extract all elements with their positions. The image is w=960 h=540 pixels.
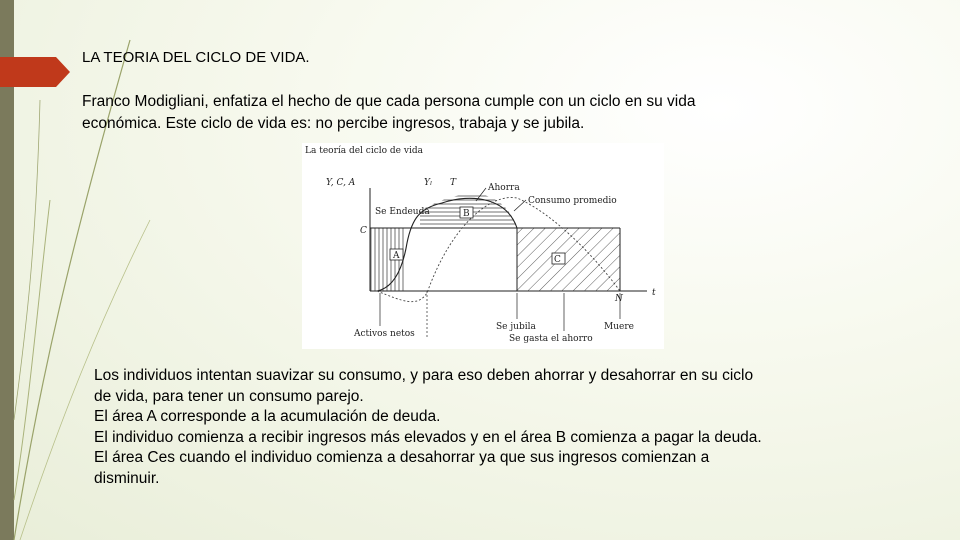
label-yl: Yₗ — [424, 178, 433, 188]
label-se-gasta-ahorro: Se gasta el ahorro — [509, 334, 593, 344]
area-b-label: B — [463, 209, 470, 219]
area-c-label: C — [554, 255, 561, 265]
body-line: Los individuos intentan suavizar su consumo, y para eso deben ahorrar y desahorrar en su ciclo — [94, 367, 754, 384]
area-c-shading — [517, 228, 620, 291]
title-arrow-icon — [0, 57, 70, 87]
diagram-caption: La teoría del ciclo de vida — [305, 146, 423, 156]
body-line: El área A corresponde a la acumulación de deuda. — [94, 408, 441, 425]
area-a-label: A — [393, 251, 400, 261]
body-line: de vida, para tener un consumo parejo. — [94, 387, 364, 405]
intro-line: Franco Modigliani, enfatiza el hecho de que cada persona cumple con un ciclo en su vida — [82, 93, 696, 110]
label-muere: Muere — [604, 322, 634, 332]
x-axis-label: t — [652, 288, 656, 298]
body-paragraph — [94, 366, 894, 489]
label-t: T — [450, 178, 457, 188]
label-c: C — [360, 226, 367, 236]
label-consumo-promedio: Consumo promedio — [528, 196, 617, 206]
label-ahorra: Ahorra — [488, 183, 520, 193]
label-n: N — [615, 294, 623, 304]
intro-paragraph — [82, 91, 802, 135]
body-line: El área Ces cuando el individuo comienza a desahorrar ya que sus ingresos comienzan a — [94, 449, 710, 466]
slide-title: LA TEORIA DEL CICLO DE VIDA. — [82, 49, 310, 66]
body-line: El individuo comienza a recibir ingresos más elevados y en el área B comienza a pagar la deuda. — [94, 428, 762, 446]
y-axis-label: Y, C, A — [326, 178, 356, 188]
label-se-endeuda: Se Endeuda — [375, 207, 430, 217]
body-line: disminuir. — [94, 469, 160, 487]
label-activos-netos: Activos netos — [354, 329, 415, 339]
life-cycle-diagram — [302, 143, 664, 349]
intro-line: económica. Este ciclo de vida es: no percibe ingresos, trabaja y se jubila. — [82, 115, 585, 132]
label-se-jubila: Se jubila — [496, 322, 536, 332]
